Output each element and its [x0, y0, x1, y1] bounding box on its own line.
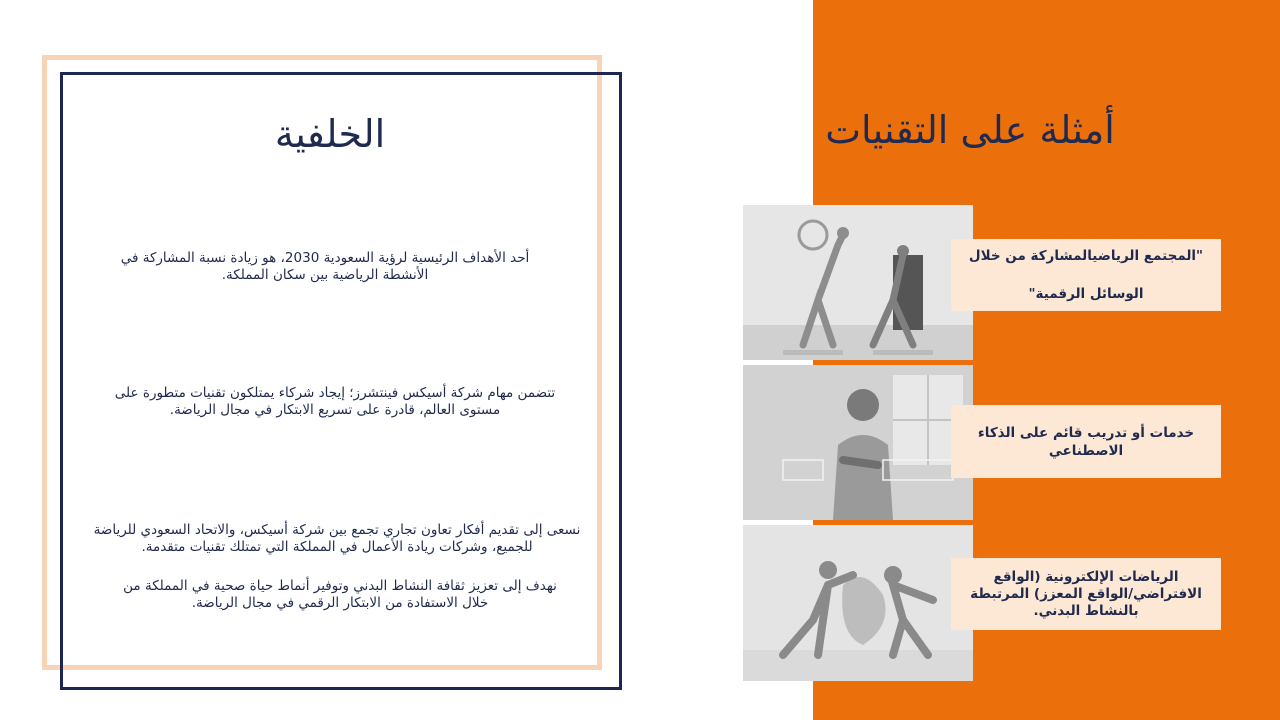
fitness-tracker-photo — [743, 365, 973, 520]
example-caption-1: "المجتمع الرياضيالمشاركة من خلال الوسائل الرقمية" — [951, 239, 1221, 311]
example-caption-2: خدمات أو تدريب قائم على الذكاء الاصطناعي — [951, 405, 1221, 478]
yoga-class-photo — [743, 205, 973, 360]
background-paragraph-2: تتضمن مهام شركة أسيكس فينتشرز؛ إيجاد شركاء يمتلكون تقنيات متطورة على مستوى العالم، قادرة على تسريع الابتكار في مجال الرياضة. — [114, 385, 556, 418]
background-paragraph-4: نهدف إلى تعزيز ثقافة النشاط البدني وتوفير أنماط حياة صحية في المملكة من خلال الاستفادة من الابتكار الرقمي في مجال الرياضة. — [123, 578, 557, 611]
vr-fitness-photo — [743, 525, 973, 681]
example-caption-3: الرياضات الإلكترونية (الواقع الافتراضي/الواقع المعزز) المرتبطة بالنشاط البدني. — [951, 558, 1221, 630]
background-paragraph-3: نسعى إلى تقديم أفكار تعاون تجاري تجمع بين شركة أسيكس، والاتحاد السعودي للرياضة للجميع، وشركات ريادة الأعمال في المملكة التي تمتلك تقنيات متقدمة. — [93, 522, 581, 555]
background-paragraph-1: أحد الأهداف الرئيسية لرؤية السعودية 2030، هو زيادة نسبة المشاركة في الأنشطة الرياضية بين سكان المملكة. — [120, 250, 530, 283]
background-title: الخلفية — [274, 112, 386, 156]
technologies-title: أمثلة على التقنيات — [825, 108, 1115, 152]
